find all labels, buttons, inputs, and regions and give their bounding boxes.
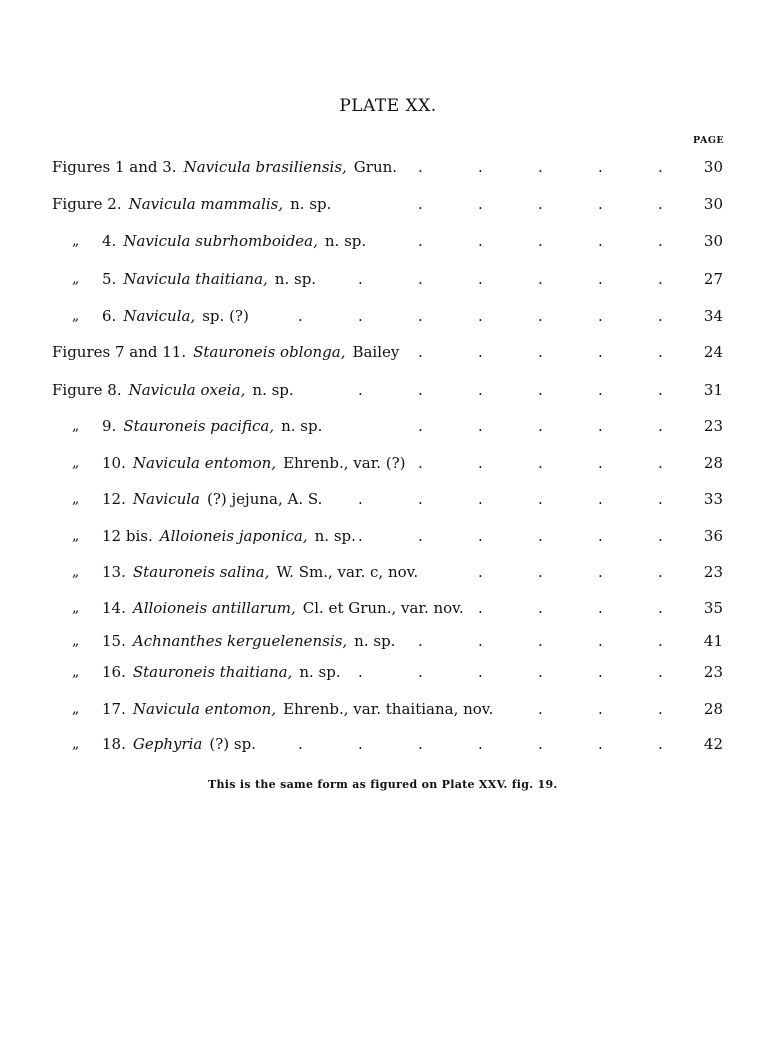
leader-dots: . . . [538, 700, 663, 718]
species-authority: Cl. et Grun., var. nov. [302, 599, 464, 617]
page-number: 23 [703, 417, 723, 435]
leader-dots: . . . . . [418, 632, 663, 650]
ditto-mark: „ [72, 736, 80, 752]
page-number: 31 [703, 381, 723, 399]
page-number: 30 [703, 195, 723, 213]
page-number: 41 [703, 632, 723, 650]
species-authority: n. sp. [281, 417, 323, 435]
figure-number: Figure 8. [52, 381, 122, 399]
ditto-mark: „ [72, 600, 80, 616]
species-name: Navicula [132, 490, 201, 508]
figure-number: 18. [102, 735, 126, 753]
species-authority: (?) jejuna, A. S. [207, 490, 323, 508]
species-name: Navicula oxeia, [128, 381, 246, 399]
leader-dots: . . . . . . [358, 490, 663, 508]
figure-number: 10. [102, 454, 126, 472]
figure-number: 4. [102, 232, 117, 250]
species-name: Stauroneis oblonga, [193, 343, 346, 361]
leader-dots: . . . . . . . [298, 735, 663, 753]
species-authority: Ehrenb., var. thaitiana, nov. [283, 700, 494, 718]
ditto-mark: „ [72, 633, 80, 649]
figure-number: 5. [102, 270, 117, 288]
figure-number: Figures 7 and 11. [52, 343, 187, 361]
figure-row [0, 229, 776, 253]
species-name: Stauroneis pacifica, [123, 417, 275, 435]
species-name: Navicula mammalis, [128, 195, 284, 213]
species-authority: n. sp. [299, 663, 341, 681]
page-title: PLATE XX. [339, 96, 437, 116]
leader-dots: . . . . . [418, 195, 663, 213]
figure-number: 17. [102, 700, 126, 718]
leader-dots: . . . . [478, 599, 663, 617]
page-number: 30 [703, 158, 723, 176]
ditto-mark: „ [72, 271, 80, 287]
ditto-mark: „ [72, 418, 80, 434]
figure-number: 16. [102, 663, 126, 681]
species-name: Navicula brasiliensis, [183, 158, 347, 176]
species-name: Alloioneis japonica, [159, 527, 308, 545]
ditto-mark: „ [72, 564, 80, 580]
page-number: 34 [703, 307, 723, 325]
species-authority: n. sp. [274, 270, 317, 288]
species-name: Navicula subrhomboidea, [123, 232, 318, 250]
page-number: 33 [703, 490, 723, 508]
figure-row [0, 596, 776, 620]
ditto-mark: „ [72, 664, 80, 680]
figure-row [0, 304, 776, 328]
leader-dots: . . . . . . [358, 663, 663, 681]
species-name: Navicula thaitiana, [123, 270, 268, 288]
page-number: 30 [703, 232, 723, 250]
figure-number: 13. [102, 563, 126, 581]
species-authority: Bailey [352, 343, 400, 361]
page-number: 28 [703, 700, 723, 718]
species-name: Gephyria [132, 735, 203, 753]
figure-row [0, 414, 776, 438]
leader-dots: . . . . . . . [298, 307, 663, 325]
species-authority: W. Sm., var. c, nov. [276, 563, 419, 581]
leader-dots: . . . . . [418, 417, 663, 435]
figure-row [0, 629, 776, 653]
leader-dots: . . . . . [418, 343, 663, 361]
species-authority: n. sp. [354, 632, 396, 650]
species-name: Alloioneis antillarum, [132, 599, 296, 617]
page-number: 42 [703, 735, 723, 753]
figure-row [0, 560, 776, 584]
footnote: This is the same form as figured on Plate XXV. fig. 19. [208, 778, 558, 791]
page-number: 36 [703, 527, 723, 545]
figure-number: 12. [102, 490, 126, 508]
page-number: 27 [703, 270, 723, 288]
leader-dots: . . . . . [418, 454, 663, 472]
species-authority: n. sp. [252, 381, 294, 399]
figure-number: 14. [102, 599, 126, 617]
ditto-mark: „ [72, 701, 80, 717]
figure-row [0, 732, 776, 756]
species-name: Navicula entomon, [132, 454, 277, 472]
leader-dots: . . . . . . [358, 270, 663, 288]
figure-number: 9. [102, 417, 117, 435]
species-authority: sp. (?) [202, 307, 249, 325]
leader-dots: . . . . . . [358, 381, 663, 399]
figure-row [0, 524, 776, 548]
species-authority: n. sp. [324, 232, 367, 250]
page-number: 23 [703, 663, 723, 681]
ditto-mark: „ [72, 491, 80, 507]
figure-row [0, 340, 776, 364]
figure-number: 6. [102, 307, 117, 325]
figure-number: 12 bis. [102, 527, 153, 545]
figure-row [0, 451, 776, 475]
leader-dots: . . . . [478, 563, 663, 581]
species-authority: n. sp. [290, 195, 332, 213]
figure-number: Figure 2. [52, 195, 122, 213]
leader-dots: . . . . . [418, 232, 663, 250]
figure-row [0, 155, 776, 179]
page-number: 35 [703, 599, 723, 617]
figure-row [0, 660, 776, 684]
species-authority: Grun. [353, 158, 398, 176]
ditto-mark: „ [72, 455, 80, 471]
figure-row [0, 487, 776, 511]
leader-dots: . . . . . . [358, 527, 663, 545]
figure-number: 15. [102, 632, 126, 650]
species-name: Achnanthes kerguelenensis, [132, 632, 348, 650]
ditto-mark: „ [72, 528, 80, 544]
ditto-mark: „ [72, 308, 80, 324]
page-number: 24 [703, 343, 723, 361]
page-column-header: PAGE [693, 135, 725, 146]
figure-row [0, 697, 776, 721]
figure-row [0, 267, 776, 291]
species-authority: Ehrenb., var. (?) [283, 454, 406, 472]
leader-dots: . . . . . [418, 158, 663, 176]
species-name: Navicula entomon, [132, 700, 277, 718]
species-authority: (?) sp. [209, 735, 256, 753]
species-name: Stauroneis salina, [132, 563, 270, 581]
species-authority: n. sp. [314, 527, 356, 545]
page-number: 23 [703, 563, 723, 581]
species-name: Navicula, [123, 307, 196, 325]
species-name: Stauroneis thaitiana, [132, 663, 293, 681]
figure-number: Figures 1 and 3. [52, 158, 177, 176]
figure-row [0, 378, 776, 402]
ditto-mark: „ [72, 233, 80, 249]
figure-row [0, 192, 776, 216]
page-number: 28 [703, 454, 723, 472]
